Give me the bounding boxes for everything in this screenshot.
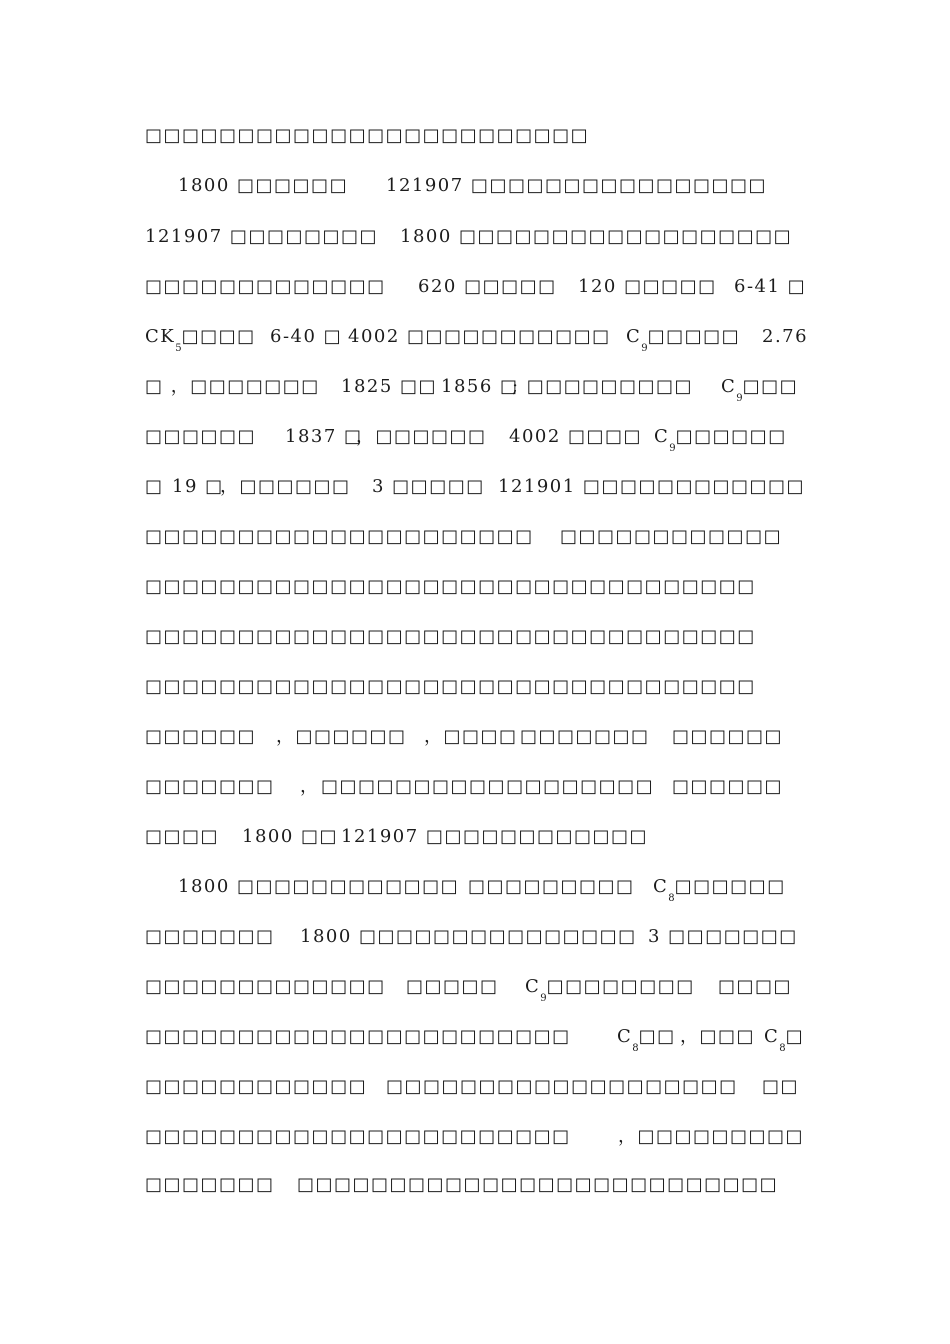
text-segment: □□□□□□□□□□□□	[145, 1076, 368, 1097]
variable-symbol: C	[617, 1026, 633, 1047]
text-segment: □□□□□	[406, 976, 499, 997]
subscript: 5	[175, 343, 182, 354]
text-segment: 19 □	[172, 476, 224, 497]
text-segment: □□□□□□□	[145, 926, 275, 947]
text-segment: □□□□	[718, 976, 793, 997]
text-line	[0, 124, 950, 164]
variable-symbol: CK	[145, 326, 176, 347]
text-segment: 620 □□□□□	[418, 276, 557, 297]
text-line	[0, 475, 950, 515]
text-segment: □□□□□□□□□□□□□□□□□□	[321, 776, 655, 797]
text-line	[0, 625, 950, 665]
text-segment: □□□□□□□□□□□□□	[145, 976, 386, 997]
text-segment: □□□□□□	[672, 726, 784, 747]
text-line	[0, 275, 950, 315]
subscript: 8	[779, 1043, 786, 1054]
text-segment	[617, 1025, 676, 1061]
variable-symbol: C	[721, 376, 737, 397]
text-segment: □□□□□□□□□□□□□□□□□□□□□□□□□□□□□□□□□	[145, 676, 756, 697]
text-segment: □□□□□□□□□□□□□□□□□□□	[386, 1076, 738, 1097]
text-segment	[721, 375, 798, 411]
text-segment: □□□□□□□□□□□□□□□□□□□□□□□□□□□□□□□□□	[145, 576, 756, 597]
text-line	[0, 975, 950, 1015]
text-segment: □□□□□□□	[520, 726, 650, 747]
text-segment: 1800 □□	[242, 826, 339, 847]
text-line	[0, 675, 950, 715]
text-segment: □□□□□□□□□□□□□□□□□□□□□□□□	[145, 125, 590, 146]
text-segment: □□□□	[181, 326, 256, 347]
text-segment: 1800 □□□□□□	[178, 175, 349, 196]
text-segment: □	[145, 476, 164, 497]
text-line	[0, 325, 950, 365]
text-segment: ，□□□□□□	[220, 476, 351, 497]
text-line	[0, 1075, 950, 1115]
text-segment: □□□□□□□□□□□□□□□□□□□□□□□□□□	[297, 1174, 779, 1195]
text-line	[0, 775, 950, 815]
text-segment: □ ，□□□□□□□	[145, 376, 320, 397]
text-line	[0, 425, 950, 465]
text-segment: □□□	[742, 376, 799, 397]
text-segment: ，□□□□□□	[276, 726, 407, 747]
text-segment: □□□□□□□□□□□□□	[145, 276, 386, 297]
text-line	[0, 725, 950, 765]
text-segment: 3 □□□□□	[372, 476, 485, 497]
text-segment: 2.76	[762, 326, 809, 347]
subscript: 8	[668, 893, 675, 904]
text-segment: □□□□□□	[145, 426, 257, 447]
text-segment: 1856 □	[441, 376, 519, 397]
text-segment: 4002 □□□□□□□□□□□	[348, 326, 611, 347]
text-segment: □□□□□□□	[145, 1174, 275, 1195]
text-segment: □□□□□□□□	[546, 976, 695, 997]
text-segment: □□□□□□	[582, 376, 694, 397]
text-line	[0, 375, 950, 415]
text-segment: 121907 □□□□□□□□□□□□	[341, 826, 649, 847]
text-segment: ; □□□	[512, 376, 583, 397]
text-segment: 121907 □□□□□□□□	[145, 226, 378, 247]
text-segment: ，□□□□□□□□□	[618, 1126, 805, 1147]
text-segment: □□□□□□□	[145, 776, 275, 797]
text-line	[0, 575, 950, 615]
subscript: 9	[669, 443, 676, 454]
text-segment: 4002 □□□□	[509, 426, 643, 447]
text-segment: □□	[762, 1076, 800, 1097]
text-line	[0, 525, 950, 565]
text-segment: 1800 □□□□□□□□□□□□□□□□□□	[400, 226, 793, 247]
text-segment: □□□□□	[647, 326, 741, 347]
text-segment: □□□□□□□□□	[468, 876, 635, 897]
variable-symbol: C	[525, 976, 541, 997]
text-segment: 6-41 □	[734, 276, 807, 297]
text-line	[0, 875, 950, 915]
text-segment: ，	[300, 776, 320, 797]
text-line	[0, 174, 950, 214]
text-line	[0, 1173, 950, 1213]
text-segment	[654, 425, 787, 461]
variable-symbol: C	[626, 326, 642, 347]
text-segment: 121907 □□□□□□□□□□□□□□□□	[386, 175, 768, 196]
variable-symbol: C	[654, 426, 670, 447]
text-segment: □□□□□□□□□□□□□□□□□□□□□□□□□□□□□□□□□	[145, 626, 756, 647]
variable-symbol: C	[764, 1026, 780, 1047]
text-segment: □□□□	[145, 826, 220, 847]
text-segment	[764, 1025, 804, 1061]
text-segment: □□□□□□□□□□□□□□□□□□□□□□□	[145, 1026, 571, 1047]
text-segment: 1800 □□□□□□□□□□□□	[178, 876, 460, 897]
text-line	[0, 1025, 950, 1065]
text-segment: 3 □□□□□□□	[648, 926, 798, 947]
text-segment	[653, 875, 786, 911]
text-segment: □□□□□□	[145, 726, 257, 747]
text-segment	[626, 325, 740, 361]
text-segment: □	[785, 1026, 805, 1047]
text-segment: ，□□□□□□	[356, 426, 487, 447]
text-segment: 121901 □□□□□□□□□□□□	[498, 476, 806, 497]
text-line	[0, 1125, 950, 1165]
text-line	[0, 225, 950, 265]
variable-symbol: C	[653, 876, 669, 897]
text-segment: 1800 □□□□□□□□□□□□□□□	[300, 926, 637, 947]
text-line	[0, 925, 950, 965]
subscript: 9	[736, 393, 743, 404]
text-segment: □□□□□□	[674, 876, 786, 897]
text-segment: □□□□□□	[672, 776, 784, 797]
text-segment: 6-40 □	[270, 326, 343, 347]
subscript: 9	[540, 993, 547, 1004]
text-segment: □□	[638, 1026, 676, 1047]
text-segment	[525, 975, 695, 1011]
text-segment: □□□□□□□□□□□□□□□□□□□□□□□	[145, 1126, 571, 1147]
text-segment	[145, 325, 256, 361]
subscript: 8	[632, 1043, 639, 1054]
subscript: 9	[641, 343, 648, 354]
text-segment: ，□□□	[680, 1026, 756, 1047]
text-segment: □□□□□□□□□□□□□□□□□□□□□	[145, 526, 534, 547]
text-segment: □□□□□□□□□□□□	[560, 526, 783, 547]
text-segment: ，□□□□	[424, 726, 518, 747]
text-segment: 120 □□□□□	[578, 276, 717, 297]
text-line	[0, 825, 950, 865]
text-segment: □□□□□□	[675, 426, 787, 447]
text-segment: 1837 □	[285, 426, 363, 447]
text-segment: 1825 □□	[341, 376, 438, 397]
